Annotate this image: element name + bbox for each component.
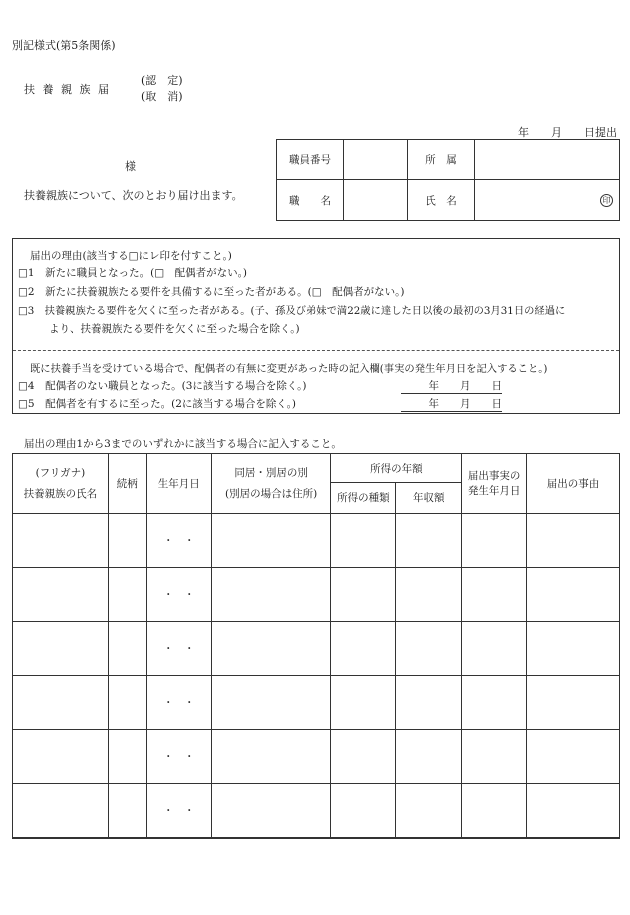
- reason-cell[interactable]: [527, 783, 620, 837]
- birthdate-cell[interactable]: ・ ・: [146, 783, 211, 837]
- reason-item-3-cont: より、扶養親族たる要件を欠くに至った場合を除く。): [49, 323, 300, 335]
- income-amount-cell[interactable]: [396, 675, 462, 729]
- name-cell[interactable]: [13, 513, 109, 567]
- name-cell[interactable]: [13, 675, 109, 729]
- event-date-cell[interactable]: [462, 621, 527, 675]
- income-type-cell[interactable]: [331, 783, 396, 837]
- birthdate-cell[interactable]: ・ ・: [146, 729, 211, 783]
- event-date-cell[interactable]: [462, 567, 527, 621]
- event-date-cell[interactable]: [462, 675, 527, 729]
- dependents-table: [12, 453, 620, 839]
- affiliation-label: 所 属: [408, 140, 475, 180]
- reason-cell[interactable]: [527, 675, 620, 729]
- reason-cell[interactable]: [527, 513, 620, 567]
- event-date-cell[interactable]: [462, 783, 527, 837]
- reason-item-5-date[interactable]: 年 月 日: [401, 396, 502, 412]
- event-date-cell[interactable]: [462, 729, 527, 783]
- table-row: [13, 675, 620, 729]
- relation-cell[interactable]: [108, 513, 146, 567]
- table-row: [13, 567, 620, 621]
- form-title: 扶 養 親 族 届: [24, 83, 111, 96]
- reason-item-3[interactable]: □3 扶養親族たる要件を欠くに至った者がある。(子、孫及び弟妹で満22歳に達した日以後の最初の3月31日の経過に: [18, 305, 566, 317]
- residence-cell[interactable]: [211, 783, 331, 837]
- residence-cell[interactable]: [211, 567, 331, 621]
- option-cancel: (取 消): [141, 90, 183, 103]
- table-row: [13, 513, 620, 567]
- relation-cell[interactable]: [108, 675, 146, 729]
- spouse-change-note: 既に扶養手当を受けている場合で、配偶者の有無に変更があった時の記入欄(事実の発生年月日を記入すること。): [30, 363, 548, 375]
- reason-cell[interactable]: [527, 567, 620, 621]
- residence-cell[interactable]: [211, 513, 331, 567]
- income-amount-cell[interactable]: [396, 567, 462, 621]
- reason-cell[interactable]: [527, 729, 620, 783]
- remarks-area[interactable]: [13, 837, 620, 838]
- submission-date[interactable]: 年 月 日提出: [518, 126, 617, 139]
- header-event-date: 届出事実の 発生年月日: [462, 454, 527, 514]
- employee-info-table: [276, 139, 620, 221]
- header-reason: 届出の事由: [527, 454, 620, 514]
- name-cell[interactable]: [13, 567, 109, 621]
- table-row: [13, 783, 620, 837]
- staff-no-field[interactable]: [344, 140, 408, 180]
- relation-cell[interactable]: [108, 783, 146, 837]
- staff-no-label: 職員番号: [277, 140, 344, 180]
- table-row: [13, 621, 620, 675]
- relation-cell[interactable]: [108, 621, 146, 675]
- header-name: (フリガナ) 扶養親族の氏名: [13, 454, 109, 514]
- relation-cell[interactable]: [108, 729, 146, 783]
- residence-cell[interactable]: [211, 729, 331, 783]
- name-cell[interactable]: [13, 621, 109, 675]
- addressee-suffix: 様: [125, 160, 136, 173]
- header-income: 所得の年額: [331, 454, 462, 483]
- income-type-cell[interactable]: [331, 729, 396, 783]
- income-type-cell[interactable]: [331, 621, 396, 675]
- position-label: 職 名: [277, 180, 344, 221]
- residence-cell[interactable]: [211, 675, 331, 729]
- name-cell[interactable]: [13, 783, 109, 837]
- income-amount-cell[interactable]: [396, 513, 462, 567]
- reason-item-4-date[interactable]: 年 月 日: [401, 378, 502, 394]
- reason-item-1[interactable]: □1 新たに職員となった。(□ 配偶者がない。): [18, 267, 247, 279]
- income-type-cell[interactable]: [331, 513, 396, 567]
- relation-cell[interactable]: [108, 567, 146, 621]
- name-field[interactable]: [475, 180, 620, 221]
- income-amount-cell[interactable]: [396, 783, 462, 837]
- header-birthdate: 生年月日: [146, 454, 211, 514]
- reason-item-5[interactable]: □5 配偶者を有するに至った。(2に該当する場合を除く。): [18, 398, 297, 410]
- option-certify: (認 定): [141, 74, 183, 87]
- birthdate-cell[interactable]: ・ ・: [146, 513, 211, 567]
- seal-icon: 印: [600, 194, 613, 207]
- reason-item-4[interactable]: □4 配偶者のない職員となった。(3に該当する場合を除く。): [18, 380, 307, 392]
- residence-cell[interactable]: [211, 621, 331, 675]
- divider: [13, 350, 619, 351]
- header-relation: 続柄: [108, 454, 146, 514]
- birthdate-cell[interactable]: ・ ・: [146, 621, 211, 675]
- header-income-amount: 年収額: [396, 483, 462, 514]
- table-row: [13, 729, 620, 783]
- name-label: 氏 名: [408, 180, 475, 221]
- table-instruction: 届出の理由1から3までのいずれかに該当する場合に記入すること。: [24, 438, 342, 450]
- birthdate-cell[interactable]: ・ ・: [146, 567, 211, 621]
- position-field[interactable]: [344, 180, 408, 221]
- reason-cell[interactable]: [527, 621, 620, 675]
- event-date-cell[interactable]: [462, 513, 527, 567]
- statement-text: 扶養親族について、次のとおり届け出ます。: [24, 189, 243, 202]
- reason-item-2[interactable]: □2 新たに扶養親族たる要件を具備するに至った者がある。(□ 配偶者がない。): [18, 286, 405, 298]
- name-cell[interactable]: [13, 729, 109, 783]
- form-label: 別記様式(第5条関係): [12, 39, 116, 52]
- birthdate-cell[interactable]: ・ ・: [146, 675, 211, 729]
- income-type-cell[interactable]: [331, 675, 396, 729]
- reasons-heading: 届出の理由(該当する□にレ印を付すこと。): [30, 250, 232, 262]
- income-amount-cell[interactable]: [396, 621, 462, 675]
- affiliation-field[interactable]: [475, 140, 620, 180]
- header-residence: 同居・別居の別 (別居の場合は住所): [211, 454, 331, 514]
- income-type-cell[interactable]: [331, 567, 396, 621]
- header-income-type: 所得の種類: [331, 483, 396, 514]
- income-amount-cell[interactable]: [396, 729, 462, 783]
